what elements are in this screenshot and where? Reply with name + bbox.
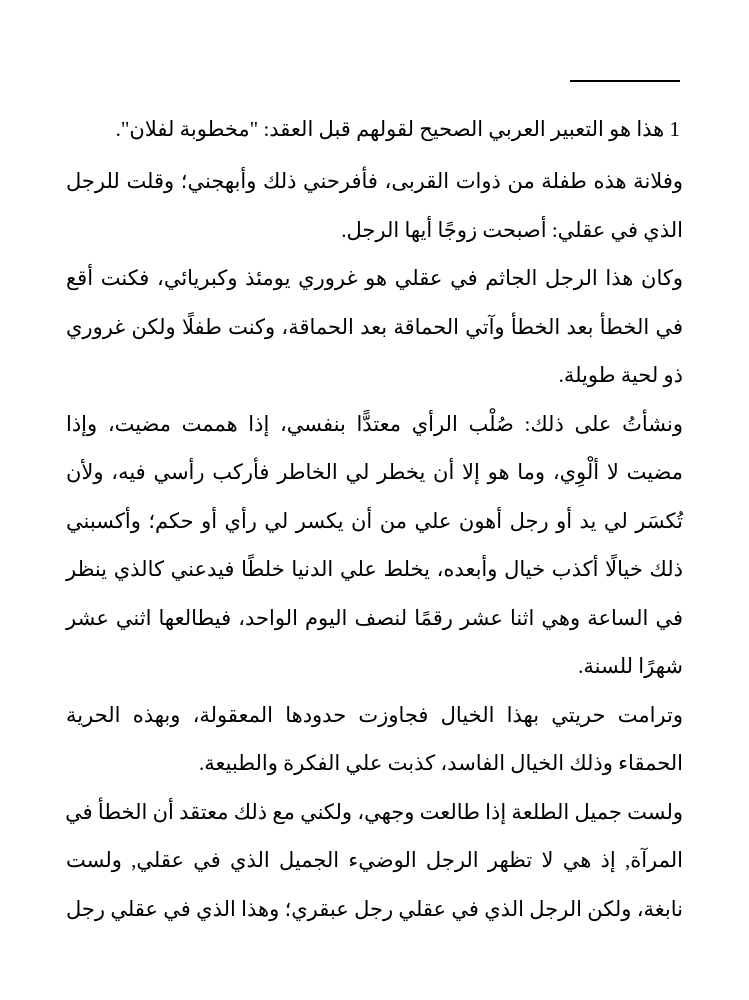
text-line: ذو لحية طويلة.	[558, 363, 683, 387]
text-line: وفلانة هذه طفلة من ذوات القربى، فأفرحني ذلك وأبهجني؛ وقلت للرجل	[66, 169, 683, 193]
text-line: في الساعة وهي اثنا عشر رقمًا لنصف اليوم الواحد، فيطالعها اثني عشر	[66, 605, 683, 630]
text-line: ونشأتُ على ذلك: صُلْب الرأي معتدًّا بنفسي، إذا هممت مضيت، وإذا	[66, 411, 683, 436]
text-line: نابغة، ولكن الرجل الذي في عقلي رجل عبقري؛ وهذا الذي في عقلي رجل	[66, 896, 683, 921]
text-line: المرآة, إذ هي لا تظهر الرجل الوضيء الجميل الذي في عقلي, ولست	[66, 848, 683, 872]
footnote: 1 هذا هو التعبير العربي الصحيح لقولهم قبل العقد: "مخطوبة لفلان".	[115, 117, 680, 141]
text-line: مضيت لا ألْوِي، وما هو إلا أن يخطر لي الخاطر فأركب رأسي فيه، ولأن	[66, 460, 683, 484]
text-line: وترامت حريتي بهذا الخيال فجاوزت حدودها المعقولة، وبهذه الحرية	[66, 702, 683, 727]
text-line: شهرًا للسنة.	[578, 654, 683, 678]
body-text	[66, 157, 683, 933]
footnote-separator	[570, 80, 680, 82]
text-line: ولست جميل الطلعة إذا طالعت وجهي، ولكني مع ذلك معتقد أن الخطأ في	[65, 799, 683, 824]
text-line: الحمقاء وذلك الخيال الفاسد، كذبت علي الفكرة والطبيعة.	[198, 751, 683, 775]
text-line: وكان هذا الرجل الجاثم في عقلي هو غروري يومئذ وكبريائي، فكنت أقع	[66, 266, 683, 290]
text-line: الذي في عقلي: أصبحت زوجًا أيها الرجل.	[341, 217, 683, 242]
text-line: ذلك خيالًا أكذب خيال وأبعده، يخلط علي الدنيا خلطًا فيدعني كالذي ينظر	[66, 557, 683, 581]
text-line: في الخطأ بعد الخطأ وآتي الحماقة بعد الحماقة، وكنت طفلًا ولكن غروري	[66, 314, 683, 339]
text-line: تُكسَر لي يد أو رجل أهون علي من أن يكسر لي رأي أو حكم؛ وأكسبني	[66, 508, 683, 533]
